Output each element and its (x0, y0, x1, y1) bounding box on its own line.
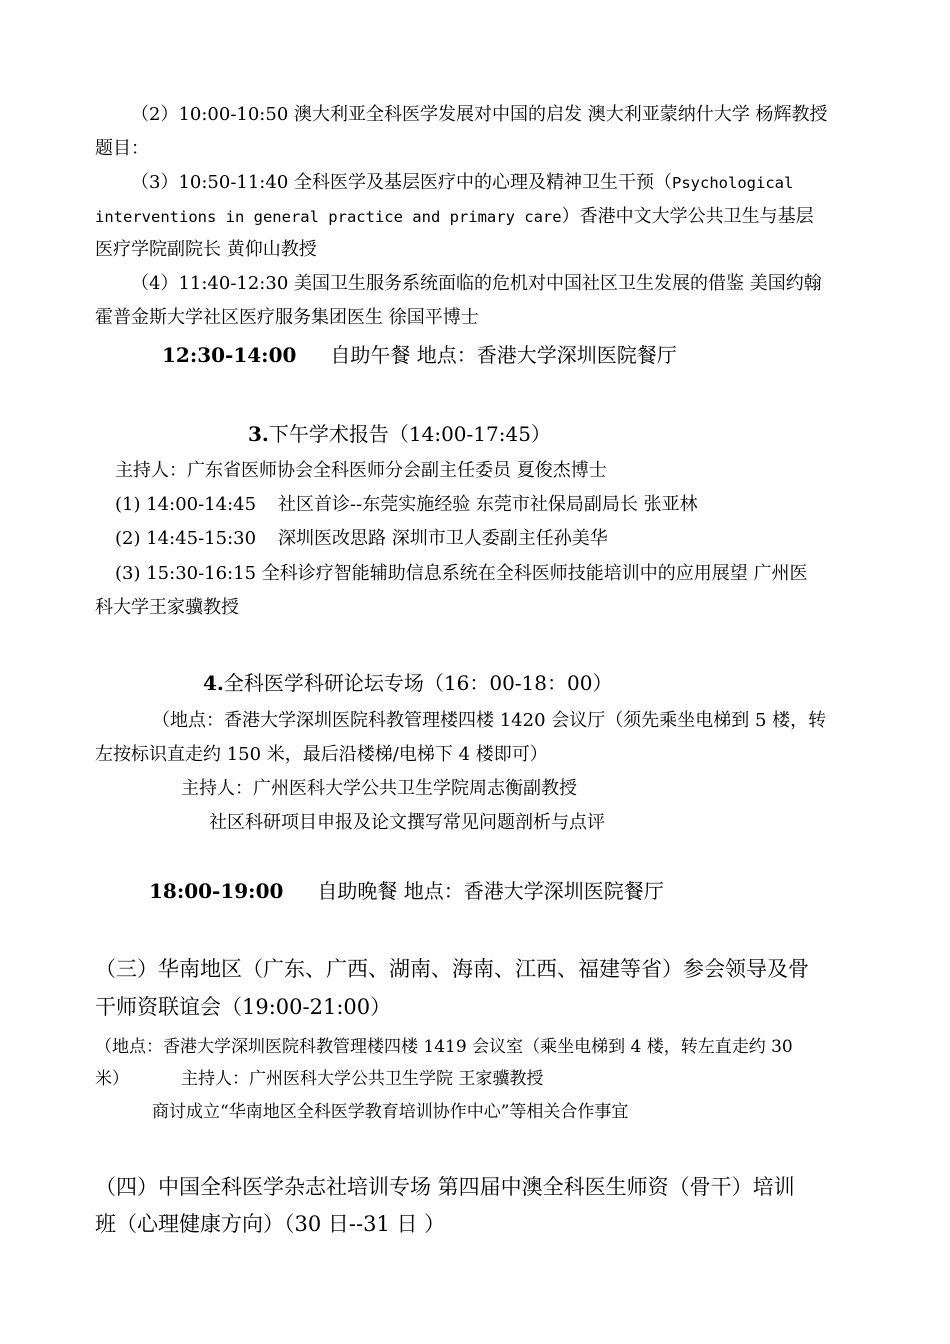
afternoon-item-1-text: 社区首诊--东莞实施经验 东莞市社保局副局长 张亚林 (278, 494, 698, 515)
talk-2-line-2: 题目： (95, 138, 149, 159)
lunch-time: 12:30-14:00 (162, 343, 297, 367)
afternoon-item-3-line-1: (3) 15:30-16:15 全科诊疗智能辅助信息系统在全科医师技能培训中的应用展望 广州医 (115, 563, 808, 584)
forum-heading (203, 673, 612, 693)
section-3-discussion: 商讨成立“华南地区全科医学教育培训协作中心”等相关合作事宜 (152, 1102, 629, 1122)
section-3-location-line-2a: 米） (95, 1069, 129, 1089)
forum-host: 主持人：广州医科大学公共卫生学院周志衡副教授 (181, 778, 577, 799)
talk-3-title-zh: （3）10:50-11:40 全科医学及基层医疗中的心理及精神卫生干预（ (131, 172, 672, 193)
section-4-title-line-2: 班（心理健康方向）（30 日--31 日 ） (95, 1212, 446, 1236)
afternoon-item-1-label: (1) 14:00-14:45 (115, 494, 257, 515)
section-4-title-line-1: （四）中国全科医学杂志社培训专场 第四届中澳全科医生师资（骨干）培训 (95, 1175, 795, 1199)
talk-4-line-2: 霍普金斯大学社区医疗服务集团医生 徐国平博士 (95, 307, 479, 328)
forum-heading-text: 全科医学科研论坛专场（16：00-18：00） (223, 671, 613, 695)
afternoon-heading-text: 下午学术报告（14:00-17:45） (268, 422, 551, 446)
afternoon-item-2 (115, 530, 608, 548)
afternoon-item-1 (115, 496, 698, 514)
talk-3-title-en-a: Psychological (672, 174, 794, 192)
talk-3-line-3: 医疗学院副院长 黄仰山教授 (95, 239, 317, 260)
section-3-title-line-1: （三）华南地区（广东、广西、湖南、海南、江西、福建等省）参会领导及骨 (95, 957, 809, 981)
talk-3-line-1 (131, 174, 793, 192)
forum-location-line-2: 左按标识直走约 150 米，最后沿楼梯/电梯下 4 楼即可） (95, 744, 548, 765)
dinner-desc: 自助晚餐 地点：香港大学深圳医院餐厅 (317, 879, 664, 903)
section-3-location-line-1: （地点：香港大学深圳医院科教管理楼四楼 1419 会议室（乘坐电梯到 4 楼，转左直走约 30 (95, 1037, 793, 1057)
talk-3-title-en-b: interventions in general practice and primary care (95, 208, 562, 226)
forum-topic: 社区科研项目申报及论文撰写常见问题剖析与点评 (209, 812, 605, 833)
section-3-host: 主持人：广州医科大学公共卫生学院 王家骥教授 (181, 1069, 544, 1089)
forum-heading-num: 4. (203, 671, 224, 695)
afternoon-item-3-line-2: 科大学王家骥教授 (95, 597, 239, 618)
afternoon-item-2-text: 深圳医改思路 深圳市卫人委副主任孙美华 (278, 528, 608, 549)
talk-3-line-2 (95, 208, 814, 226)
talk-2-line-1: （2）10:00-10:50 澳大利亚全科医学发展对中国的启发 澳大利亚蒙纳什大学 杨辉教授 (131, 104, 828, 125)
afternoon-host: 主持人：广东省医师协会全科医师分会副主任委员 夏俊杰博士 (115, 460, 607, 481)
afternoon-heading-num: 3. (248, 422, 269, 446)
dinner-line (149, 881, 664, 901)
talk-4-line-1: （4）11:40-12:30 美国卫生服务系统面临的危机对中国社区卫生发展的借鉴 美国约翰 (131, 273, 822, 294)
talk-3-affiliation: ）香港中文大学公共卫生与基层 (561, 206, 814, 227)
section-3-title-line-2: 干师资联谊会（19:00-21:00） (95, 995, 392, 1019)
lunch-line (162, 345, 677, 365)
forum-location-line-1: （地点：香港大学深圳医院科教管理楼四楼 1420 会议厅（须先乘坐电梯到 5 楼，转 (152, 710, 827, 731)
afternoon-heading (248, 424, 551, 444)
dinner-time: 18:00-19:00 (149, 879, 284, 903)
lunch-desc: 自助午餐 地点：香港大学深圳医院餐厅 (330, 343, 677, 367)
afternoon-item-2-label: (2) 14:45-15:30 (115, 528, 257, 549)
